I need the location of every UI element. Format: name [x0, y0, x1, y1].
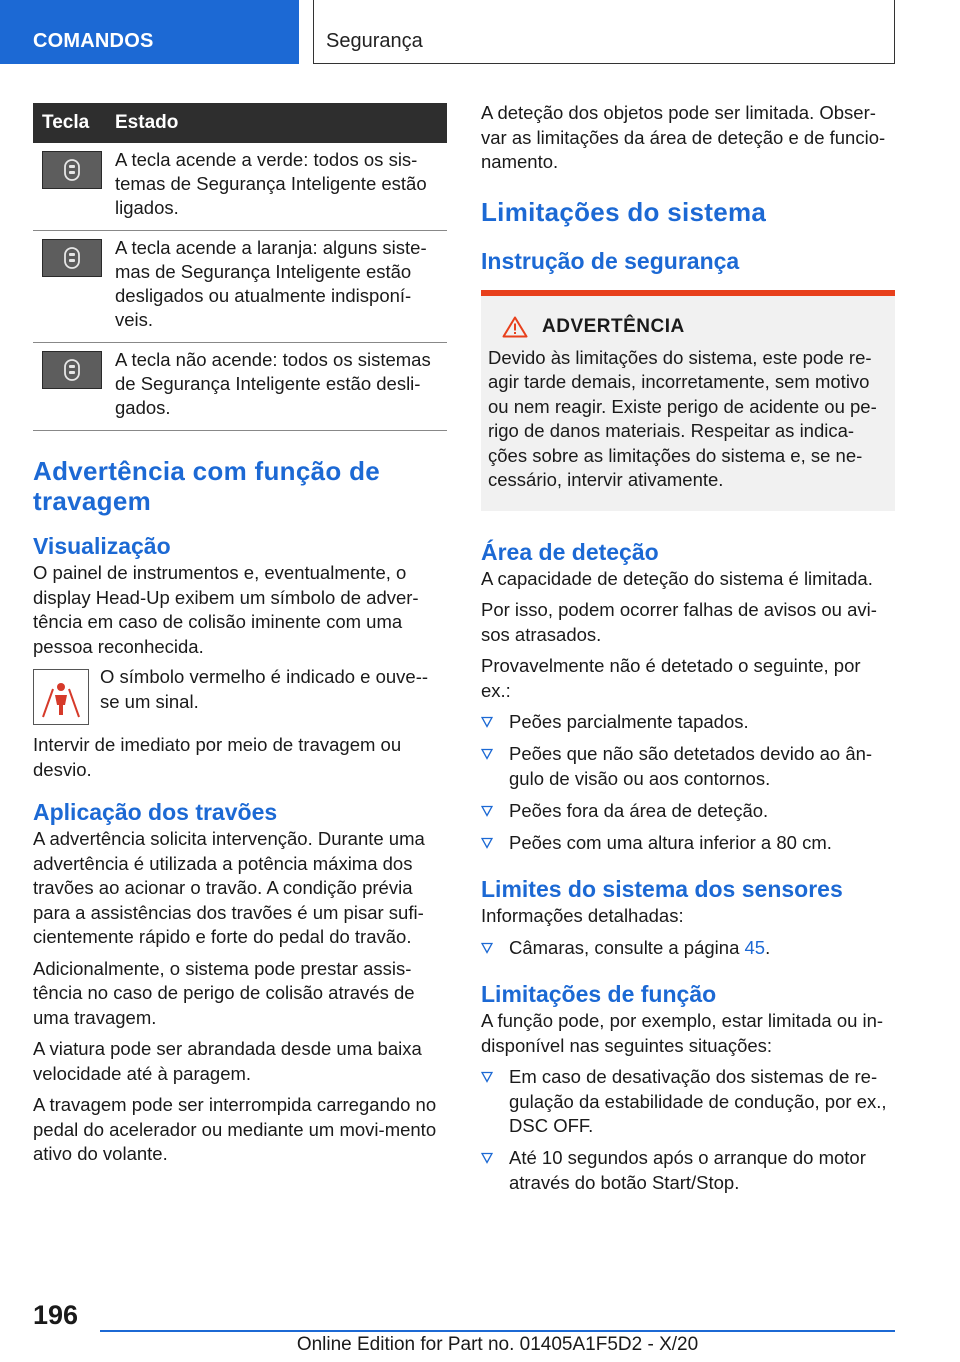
- paragraph-display: O painel de instrumentos e, eventualmente, o display Head-Up exibem um símbolo de adver-tência em caso de colisão iminente com uma pessoa reconhecida.: [33, 562, 419, 657]
- list-item: Peões fora da área de deteção.: [481, 799, 895, 824]
- heading-detection-area: Área de deteção: [481, 538, 659, 565]
- table-row: [33, 343, 447, 431]
- list-item: Peões parcialmente tapados.: [481, 710, 895, 735]
- safety-key-icon: [42, 239, 102, 277]
- table-row: [33, 143, 447, 231]
- sensor-list: [481, 936, 895, 961]
- warning-title: [488, 316, 887, 338]
- page-link-45[interactable]: 45: [744, 936, 766, 958]
- paragraph-brakes-4: A travagem pode ser interrompida carregando no pedal do acelerador ou mediante um movi-mento ativo do volante.: [33, 1094, 437, 1164]
- table-header-row: [33, 103, 447, 143]
- list-item: Peões com uma altura inferior a 80 cm.: [481, 831, 895, 856]
- triangle-bullet-icon: [481, 805, 493, 817]
- safety-key-icon: [42, 351, 102, 389]
- warning-title-text: ADVERTÊNCIA: [542, 315, 685, 337]
- footer-edition: Online Edition for Part no. 01405A1F5D2 - X/20: [296, 1334, 699, 1355]
- paragraph-brakes-2: Adicionalmente, o sistema pode prestar assis-tência no caso de perigo de colisão através de uma travagem.: [33, 957, 415, 1028]
- list-item: Em caso de desativação dos sistemas de re-gulação da estabilidade de condução, por ex., DSC OFF.: [481, 1065, 895, 1139]
- safety-key-icon: [42, 151, 102, 189]
- table-row: [33, 231, 447, 343]
- heading-function-limits: Limitações de função: [481, 981, 717, 1007]
- pedestrian-warning-icon: [33, 669, 89, 725]
- table-header-state: Estado: [115, 103, 447, 143]
- list-item: Câmaras, consulte a página 45.: [481, 936, 895, 961]
- triangle-bullet-icon: [481, 837, 493, 849]
- heading-display: Visualização: [33, 533, 171, 559]
- paragraph-intervene: Intervir de imediato por meio de travagem ou desvio.: [33, 734, 402, 780]
- warning-triangle-icon: [502, 316, 528, 338]
- table-header-key: Tecla: [33, 103, 115, 143]
- paragraph-area-3: Provavelmente não é detetado o seguinte, por ex.:: [481, 655, 861, 701]
- table-cell-key: [33, 343, 115, 431]
- paragraph-area-1: A capacidade de deteção do sistema é limitada.: [481, 567, 873, 589]
- triangle-bullet-icon: [481, 942, 493, 954]
- table-cell-state: A tecla acende a laranja: alguns siste-mas de Segurança Inteligente estão desligados ou atualmente indisponí-veis.: [115, 231, 447, 343]
- list-item: Peões que não são detetados devido ao ân-gulo de visão ou aos contornos.: [481, 742, 895, 791]
- page-number: 196: [33, 1300, 79, 1330]
- heading-safety-instruction: Instrução de segurança: [481, 247, 740, 274]
- warning-text: Devido às limitações do sistema, este pode re-agir tarde demais, incorretamente, sem motivo ou nem reagir. Existe perigo de acidente ou pe-rigo de danos materiais. Respeitar as indica-ções sobre as limitações do sistema e, se ne-cessário, intervir ativamente.: [488, 346, 877, 490]
- heading-warning-braking: Advertência com função de travagem: [33, 456, 381, 516]
- section-title: Segurança: [313, 0, 895, 64]
- key-state-table: [33, 103, 447, 431]
- table-cell-state: A tecla acende a verde: todos os sis-temas de Segurança Inteligente estão ligados.: [115, 143, 447, 231]
- heading-sensor-limits: Limites do sistema dos sensores: [481, 876, 843, 902]
- triangle-bullet-icon: [481, 748, 493, 760]
- paragraph-intro: A deteção dos objetos pode ser limitada. Obser-var as limitações da área de deteção e de funcio-namento.: [481, 102, 886, 172]
- right-column: [481, 103, 895, 1203]
- heading-brakes: Aplicação dos travões: [33, 799, 278, 825]
- list-item: Até 10 segundos após o arranque do motor através do botão Start/Stop.: [481, 1146, 895, 1195]
- paragraph-sensors: Informações detalhadas:: [481, 905, 684, 926]
- paragraph-symbol: O símbolo vermelho é indicado e ouve--se um sinal.: [100, 666, 429, 712]
- paragraph-brakes-1: A advertência solicita intervenção. Durante uma advertência é utilizada a potência máxima dos travões ao acionar o travão. A condição prévia para a assistências dos travões é um pisar sufi-cientemente rápido e forte do pedal do travão.: [33, 828, 425, 947]
- chapter-tab: COMANDOS: [0, 0, 299, 64]
- heading-system-limits: Limitações do sistema: [481, 196, 767, 227]
- triangle-bullet-icon: [481, 1071, 493, 1083]
- detection-list: [481, 710, 895, 855]
- triangle-bullet-icon: [481, 716, 493, 728]
- table-cell-key: [33, 231, 115, 343]
- table-cell-key: [33, 143, 115, 231]
- triangle-bullet-icon: [481, 1152, 493, 1164]
- symbol-row: [33, 665, 447, 725]
- paragraph-brakes-3: A viatura pode ser abrandada desde uma baixa velocidade até à paragem.: [33, 1038, 422, 1084]
- table-cell-state: A tecla não acende: todos os sistemas de Segurança Inteligente estão desli-gados.: [115, 343, 447, 431]
- footer-divider: [100, 1330, 895, 1332]
- warning-box: [481, 290, 895, 511]
- paragraph-area-2: Por isso, podem ocorrer falhas de avisos ou avi-sos atrasados.: [481, 599, 877, 645]
- function-list: [481, 1065, 895, 1195]
- left-column: [33, 103, 447, 1167]
- paragraph-function: A função pode, por exemplo, estar limitada ou in-disponível nas seguintes situações:: [481, 1010, 884, 1056]
